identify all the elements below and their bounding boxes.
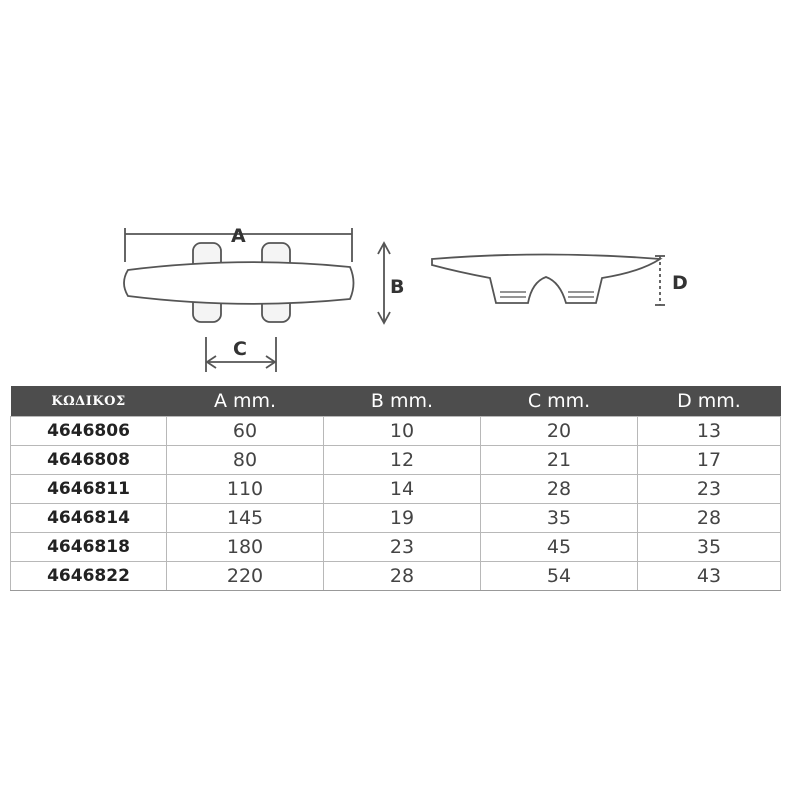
cell-c: 35 bbox=[481, 504, 638, 533]
cell-code: 4646814 bbox=[11, 504, 167, 533]
header-a: A mm. bbox=[167, 386, 324, 417]
cell-code: 4646818 bbox=[11, 533, 167, 562]
cell-c: 21 bbox=[481, 446, 638, 475]
dim-label-d: D bbox=[672, 272, 688, 294]
cell-b: 14 bbox=[324, 475, 481, 504]
cell-b: 28 bbox=[324, 562, 481, 591]
table-row bbox=[11, 562, 781, 591]
cell-d: 23 bbox=[638, 475, 781, 504]
table-row bbox=[11, 417, 781, 446]
header-b: B mm. bbox=[324, 386, 481, 417]
table-row bbox=[11, 446, 781, 475]
header-code: ΚΩΔΙΚΟΣ bbox=[11, 386, 167, 417]
cell-a: 110 bbox=[167, 475, 324, 504]
cell-b: 12 bbox=[324, 446, 481, 475]
cell-code: 4646806 bbox=[11, 417, 167, 446]
dimensions-table bbox=[10, 386, 781, 591]
cell-c: 54 bbox=[481, 562, 638, 591]
cleat-top-view-body bbox=[124, 262, 354, 304]
dim-label-a: A bbox=[231, 225, 246, 247]
cell-a: 180 bbox=[167, 533, 324, 562]
cell-c: 28 bbox=[481, 475, 638, 504]
header-c: C mm. bbox=[481, 386, 638, 417]
cell-b: 10 bbox=[324, 417, 481, 446]
cell-b: 23 bbox=[324, 533, 481, 562]
cell-a: 145 bbox=[167, 504, 324, 533]
cell-a: 60 bbox=[167, 417, 324, 446]
cell-d: 28 bbox=[638, 504, 781, 533]
cell-d: 35 bbox=[638, 533, 781, 562]
dim-label-b: B bbox=[390, 276, 405, 298]
cell-d: 17 bbox=[638, 446, 781, 475]
cell-code: 4646811 bbox=[11, 475, 167, 504]
cell-c: 45 bbox=[481, 533, 638, 562]
table-header-row bbox=[11, 386, 781, 417]
cell-d: 43 bbox=[638, 562, 781, 591]
cleat-technical-drawing bbox=[0, 0, 800, 380]
cell-d: 13 bbox=[638, 417, 781, 446]
dim-label-c: C bbox=[233, 338, 247, 360]
cell-a: 80 bbox=[167, 446, 324, 475]
cell-b: 19 bbox=[324, 504, 481, 533]
table-row bbox=[11, 475, 781, 504]
table-row bbox=[11, 504, 781, 533]
header-d: D mm. bbox=[638, 386, 781, 417]
table-row bbox=[11, 533, 781, 562]
cleat-side-view bbox=[432, 255, 660, 304]
cell-code: 4646822 bbox=[11, 562, 167, 591]
cell-a: 220 bbox=[167, 562, 324, 591]
cell-code: 4646808 bbox=[11, 446, 167, 475]
cell-c: 20 bbox=[481, 417, 638, 446]
